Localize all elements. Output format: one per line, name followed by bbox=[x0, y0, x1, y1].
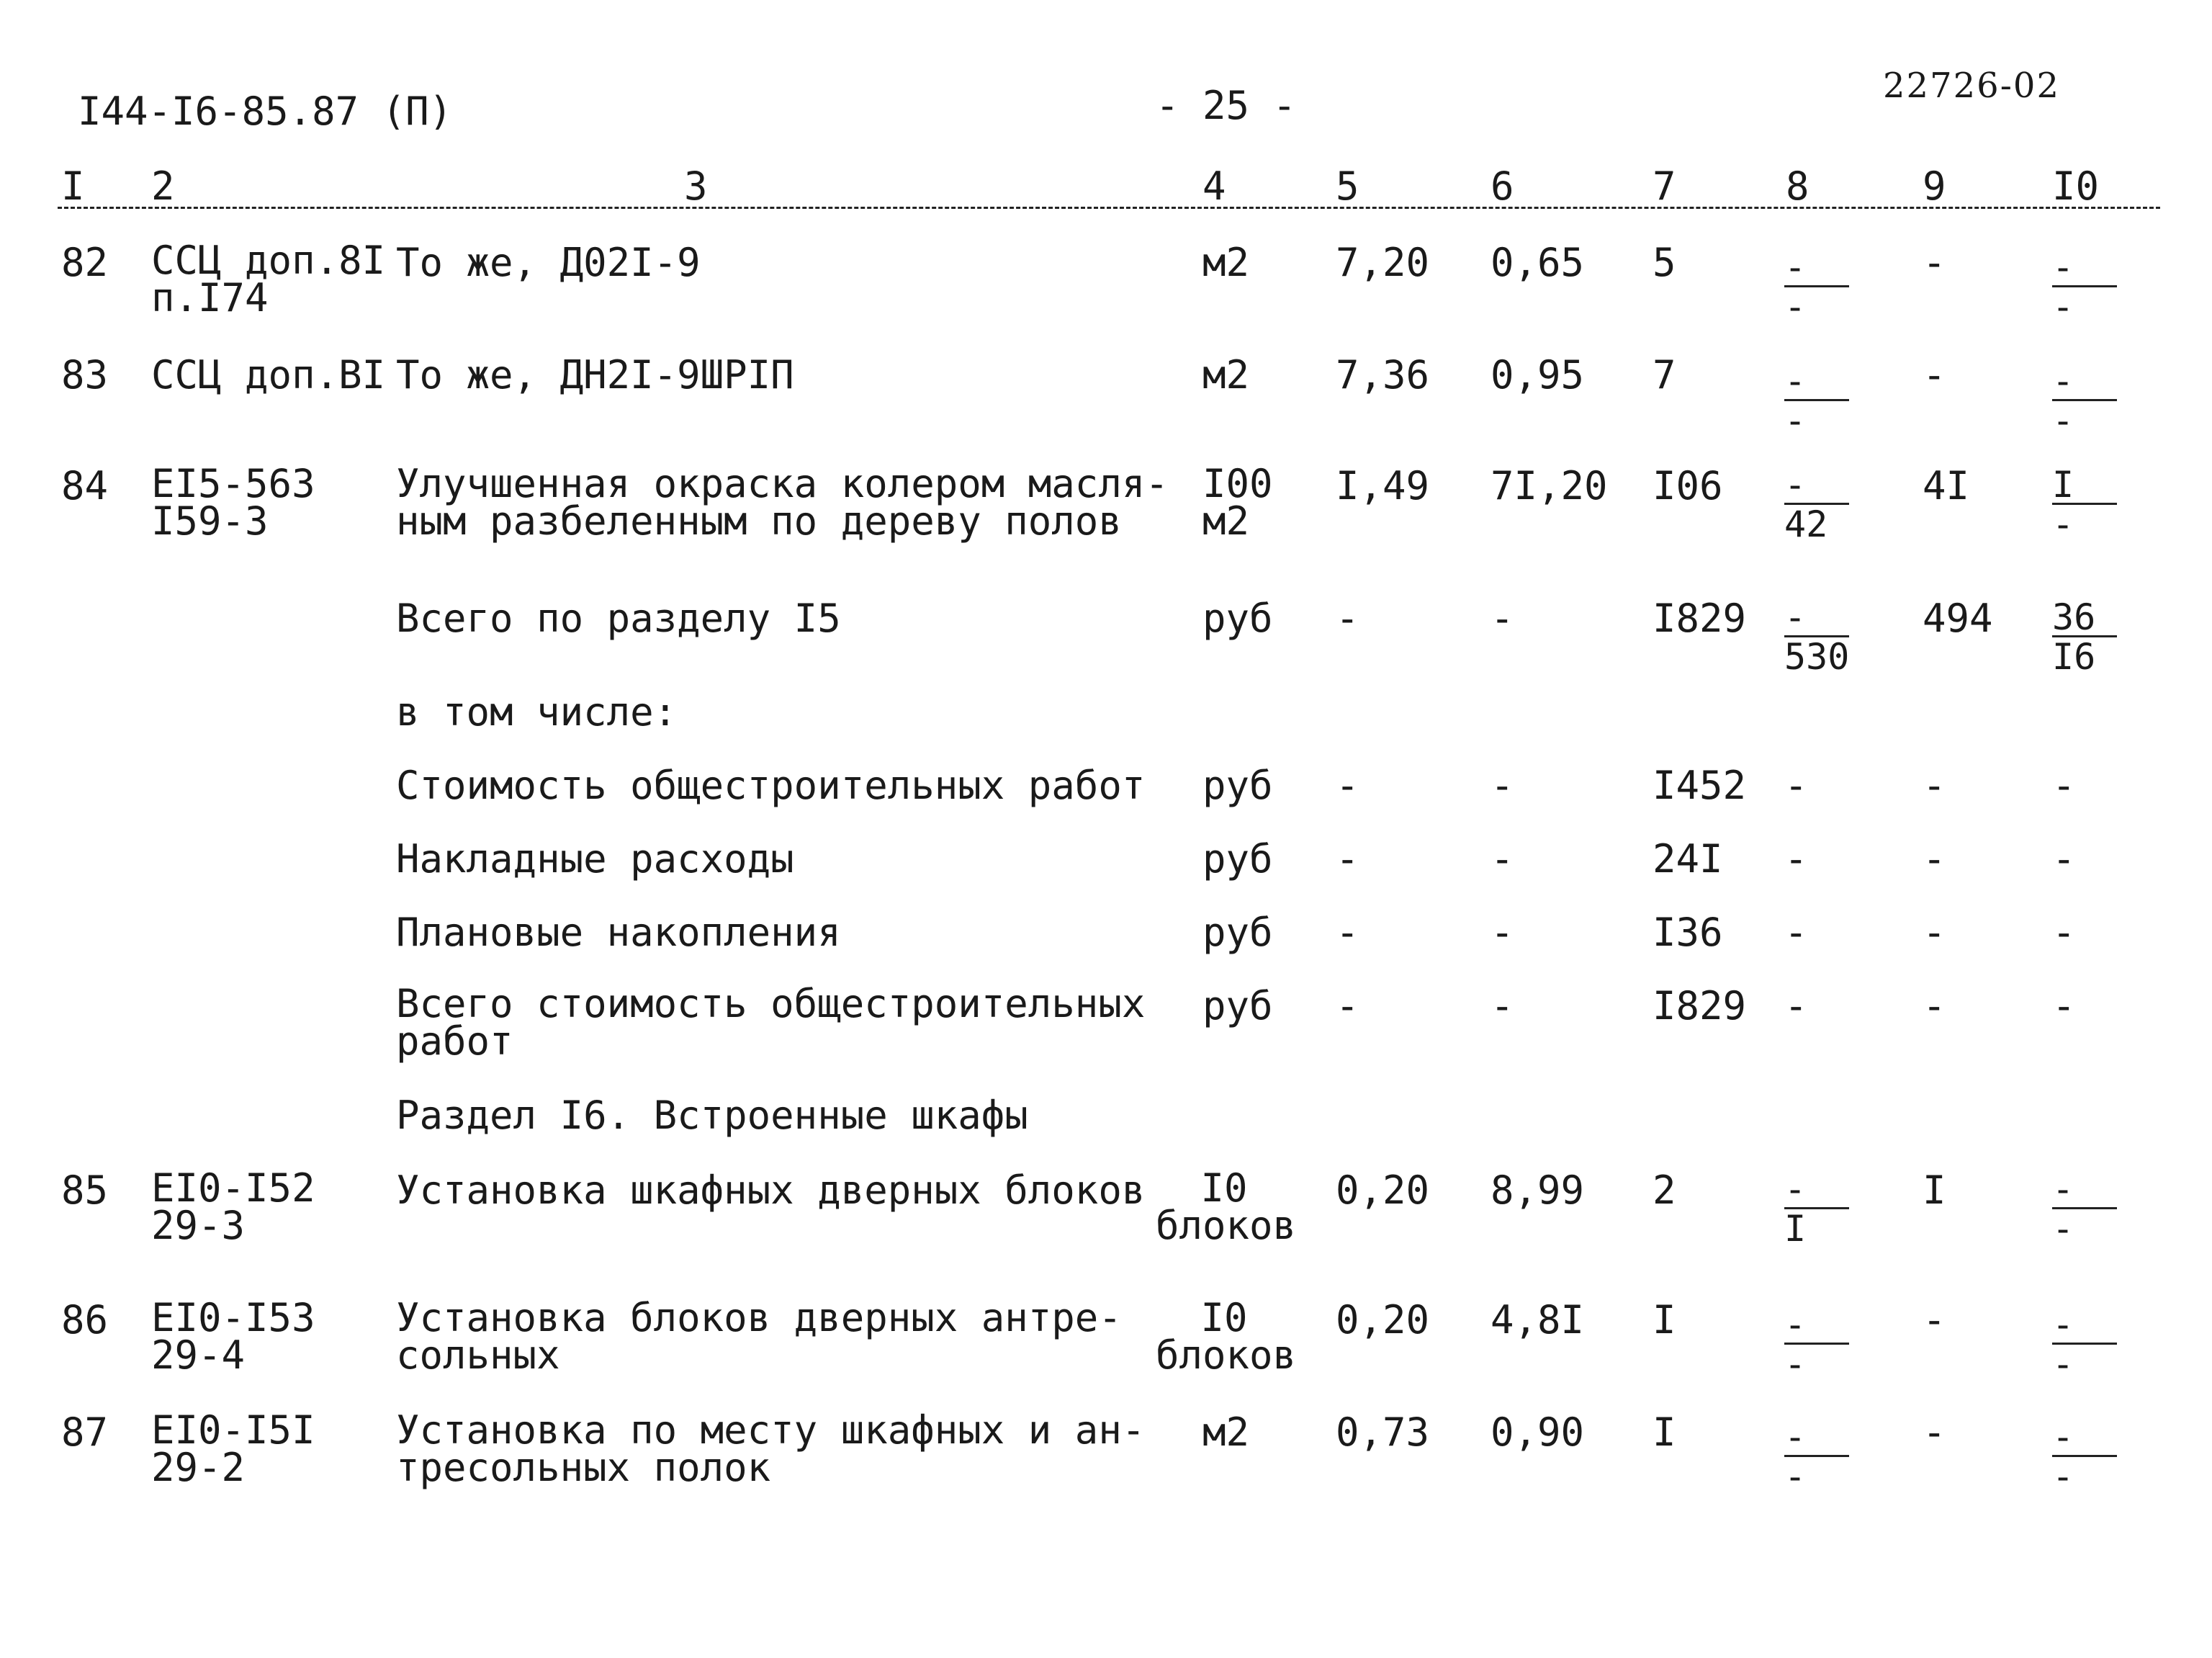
fraction-col10: - - bbox=[2052, 249, 2117, 323]
unit-price: - bbox=[1491, 910, 1514, 955]
rate-code: EI0-I5I 29-2 bbox=[151, 1407, 315, 1490]
work-name: Накладные расходы bbox=[396, 836, 794, 882]
fraction-col10: - - bbox=[2052, 1171, 2117, 1245]
column-header: 6 bbox=[1491, 163, 1514, 209]
col10-value: - bbox=[2052, 983, 2076, 1029]
work-name: То же, ДН2I-9ШРIП bbox=[396, 352, 794, 398]
column-header: 8 bbox=[1786, 163, 1809, 209]
column-header: 5 bbox=[1336, 163, 1359, 209]
unit: м2 bbox=[1202, 240, 1250, 285]
fraction-col10: - - bbox=[2052, 1307, 2117, 1381]
fraction-col8: - - bbox=[1784, 1419, 1849, 1493]
fraction-col10: - - bbox=[2052, 1419, 2117, 1493]
quantity: 0,20 bbox=[1336, 1168, 1430, 1213]
total-cost: 7 bbox=[1653, 352, 1676, 398]
rate-code: ССЦ доп.8I п.I74 bbox=[151, 238, 386, 321]
fraction-col8: - 42 bbox=[1784, 467, 1849, 541]
row-number: 82 bbox=[61, 240, 109, 285]
unit-price: 0,65 bbox=[1491, 240, 1585, 285]
quantity: - bbox=[1336, 836, 1359, 882]
unit: м2 bbox=[1202, 1410, 1250, 1455]
work-name: То же, Д02I-9 bbox=[396, 240, 701, 285]
column-header: 9 bbox=[1923, 163, 1946, 209]
total-cost: I36 bbox=[1653, 910, 1723, 955]
unit-price: 4,8I bbox=[1491, 1297, 1585, 1343]
col9-value: - bbox=[1923, 983, 1946, 1029]
fraction-col10: - - bbox=[2052, 363, 2117, 437]
column-header: 3 bbox=[684, 163, 708, 209]
col8-value: - bbox=[1784, 983, 1808, 1029]
row-number: 85 bbox=[61, 1168, 109, 1213]
column-header: 4 bbox=[1202, 163, 1226, 209]
unit: руб bbox=[1202, 983, 1273, 1029]
rate-code: ССЦ доп.BI bbox=[151, 352, 386, 398]
unit: I0 блоков bbox=[1156, 1165, 1297, 1248]
unit: I00 м2 bbox=[1202, 461, 1273, 544]
unit: м2 bbox=[1202, 352, 1250, 398]
header-divider bbox=[58, 207, 2160, 209]
row-number: 83 bbox=[61, 352, 109, 398]
column-header: I0 bbox=[2052, 163, 2100, 209]
unit: I0 блоков bbox=[1156, 1295, 1297, 1378]
col8-value: - bbox=[1784, 910, 1808, 955]
including-label: в том числе: bbox=[396, 689, 678, 735]
total-cost: 24I bbox=[1653, 836, 1723, 882]
total-cost: 5 bbox=[1653, 240, 1676, 285]
fraction-col8: - - bbox=[1784, 249, 1849, 323]
col9-value: 494 bbox=[1923, 596, 1993, 641]
quantity: - bbox=[1336, 596, 1359, 641]
fraction-col8: - - bbox=[1784, 1307, 1849, 1381]
work-name: Улучшенная окраска колером масля- ным разбеленным по дереву полов bbox=[396, 461, 1169, 544]
unit-price: - bbox=[1491, 983, 1514, 1029]
column-header: 2 bbox=[151, 163, 175, 209]
col10-value: - bbox=[2052, 763, 2076, 808]
quantity: 0,20 bbox=[1336, 1297, 1430, 1343]
work-name: Всего стоимость общестроительных работ bbox=[396, 981, 1146, 1064]
quantity: I,49 bbox=[1336, 463, 1430, 508]
unit-price: 7I,20 bbox=[1491, 463, 1608, 508]
quantity: 7,20 bbox=[1336, 240, 1430, 285]
col8-value: - bbox=[1784, 763, 1808, 808]
quantity: - bbox=[1336, 910, 1359, 955]
quantity: 0,73 bbox=[1336, 1410, 1430, 1455]
section-heading: Раздел I6. Встроенные шкафы bbox=[396, 1093, 1028, 1138]
row-number: 84 bbox=[61, 463, 109, 508]
col8-value: - bbox=[1784, 836, 1808, 882]
total-cost: I829 bbox=[1653, 983, 1747, 1029]
col10-value: - bbox=[2052, 836, 2076, 882]
unit: руб bbox=[1202, 596, 1273, 641]
col9-value: - bbox=[1923, 910, 1946, 955]
row-number: 86 bbox=[61, 1297, 109, 1343]
unit: руб bbox=[1202, 910, 1273, 955]
unit: руб bbox=[1202, 836, 1273, 882]
col9-value: - bbox=[1923, 836, 1946, 882]
total-cost: I bbox=[1653, 1410, 1676, 1455]
col9-value: - bbox=[1923, 1297, 1946, 1343]
total-cost: I452 bbox=[1653, 763, 1747, 808]
rate-code: EI0-I53 29-4 bbox=[151, 1295, 315, 1378]
col10-value: - bbox=[2052, 910, 2076, 955]
rate-code: EI0-I52 29-3 bbox=[151, 1165, 315, 1248]
unit-price: - bbox=[1491, 596, 1514, 641]
archive-stamp: 22726-02 bbox=[1883, 66, 2060, 106]
work-name: Плановые накопления bbox=[396, 910, 841, 955]
work-name: Установка по месту шкафных и ан- тресольных полок bbox=[396, 1407, 1146, 1490]
unit: руб bbox=[1202, 763, 1273, 808]
row-number: 87 bbox=[61, 1410, 109, 1455]
work-name: Установка блоков дверных антре- сольных bbox=[396, 1295, 1122, 1378]
unit-price: - bbox=[1491, 836, 1514, 882]
work-name: Установка шкафных дверных блоков bbox=[396, 1168, 1146, 1213]
quantity: - bbox=[1336, 763, 1359, 808]
total-cost: I06 bbox=[1653, 463, 1723, 508]
fraction-col8: - - bbox=[1784, 363, 1849, 437]
col9-value: - bbox=[1923, 352, 1946, 398]
unit-price: 0,90 bbox=[1491, 1410, 1585, 1455]
fraction-col8: - 530 bbox=[1784, 596, 1850, 678]
rate-code: EI5-563 I59-3 bbox=[151, 461, 315, 544]
col9-value: - bbox=[1923, 240, 1946, 285]
quantity: 7,36 bbox=[1336, 352, 1430, 398]
col9-value: - bbox=[1923, 763, 1946, 808]
fraction-col10: 36 I6 bbox=[2052, 599, 2117, 673]
total-cost: I bbox=[1653, 1297, 1676, 1343]
col9-value: I bbox=[1923, 1168, 1946, 1213]
column-header: 7 bbox=[1653, 163, 1676, 209]
unit-price: 0,95 bbox=[1491, 352, 1585, 398]
work-name: Стоимость общестроительных работ bbox=[396, 763, 1146, 808]
fraction-col8: - I bbox=[1784, 1171, 1849, 1245]
unit-price: 8,99 bbox=[1491, 1168, 1585, 1213]
total-cost: I829 bbox=[1653, 596, 1747, 641]
unit-price: - bbox=[1491, 763, 1514, 808]
total-cost: 2 bbox=[1653, 1168, 1676, 1213]
col9-value: 4I bbox=[1923, 463, 1970, 508]
page-number: - 25 - bbox=[1156, 83, 1297, 128]
col9-value: - bbox=[1923, 1410, 1946, 1455]
quantity: - bbox=[1336, 983, 1359, 1029]
fraction-col10: I - bbox=[2052, 467, 2117, 541]
work-name: Всего по разделу I5 bbox=[396, 596, 841, 641]
column-header: I bbox=[61, 163, 85, 209]
document-code: I44-I6-85.87 (П) bbox=[78, 89, 453, 134]
